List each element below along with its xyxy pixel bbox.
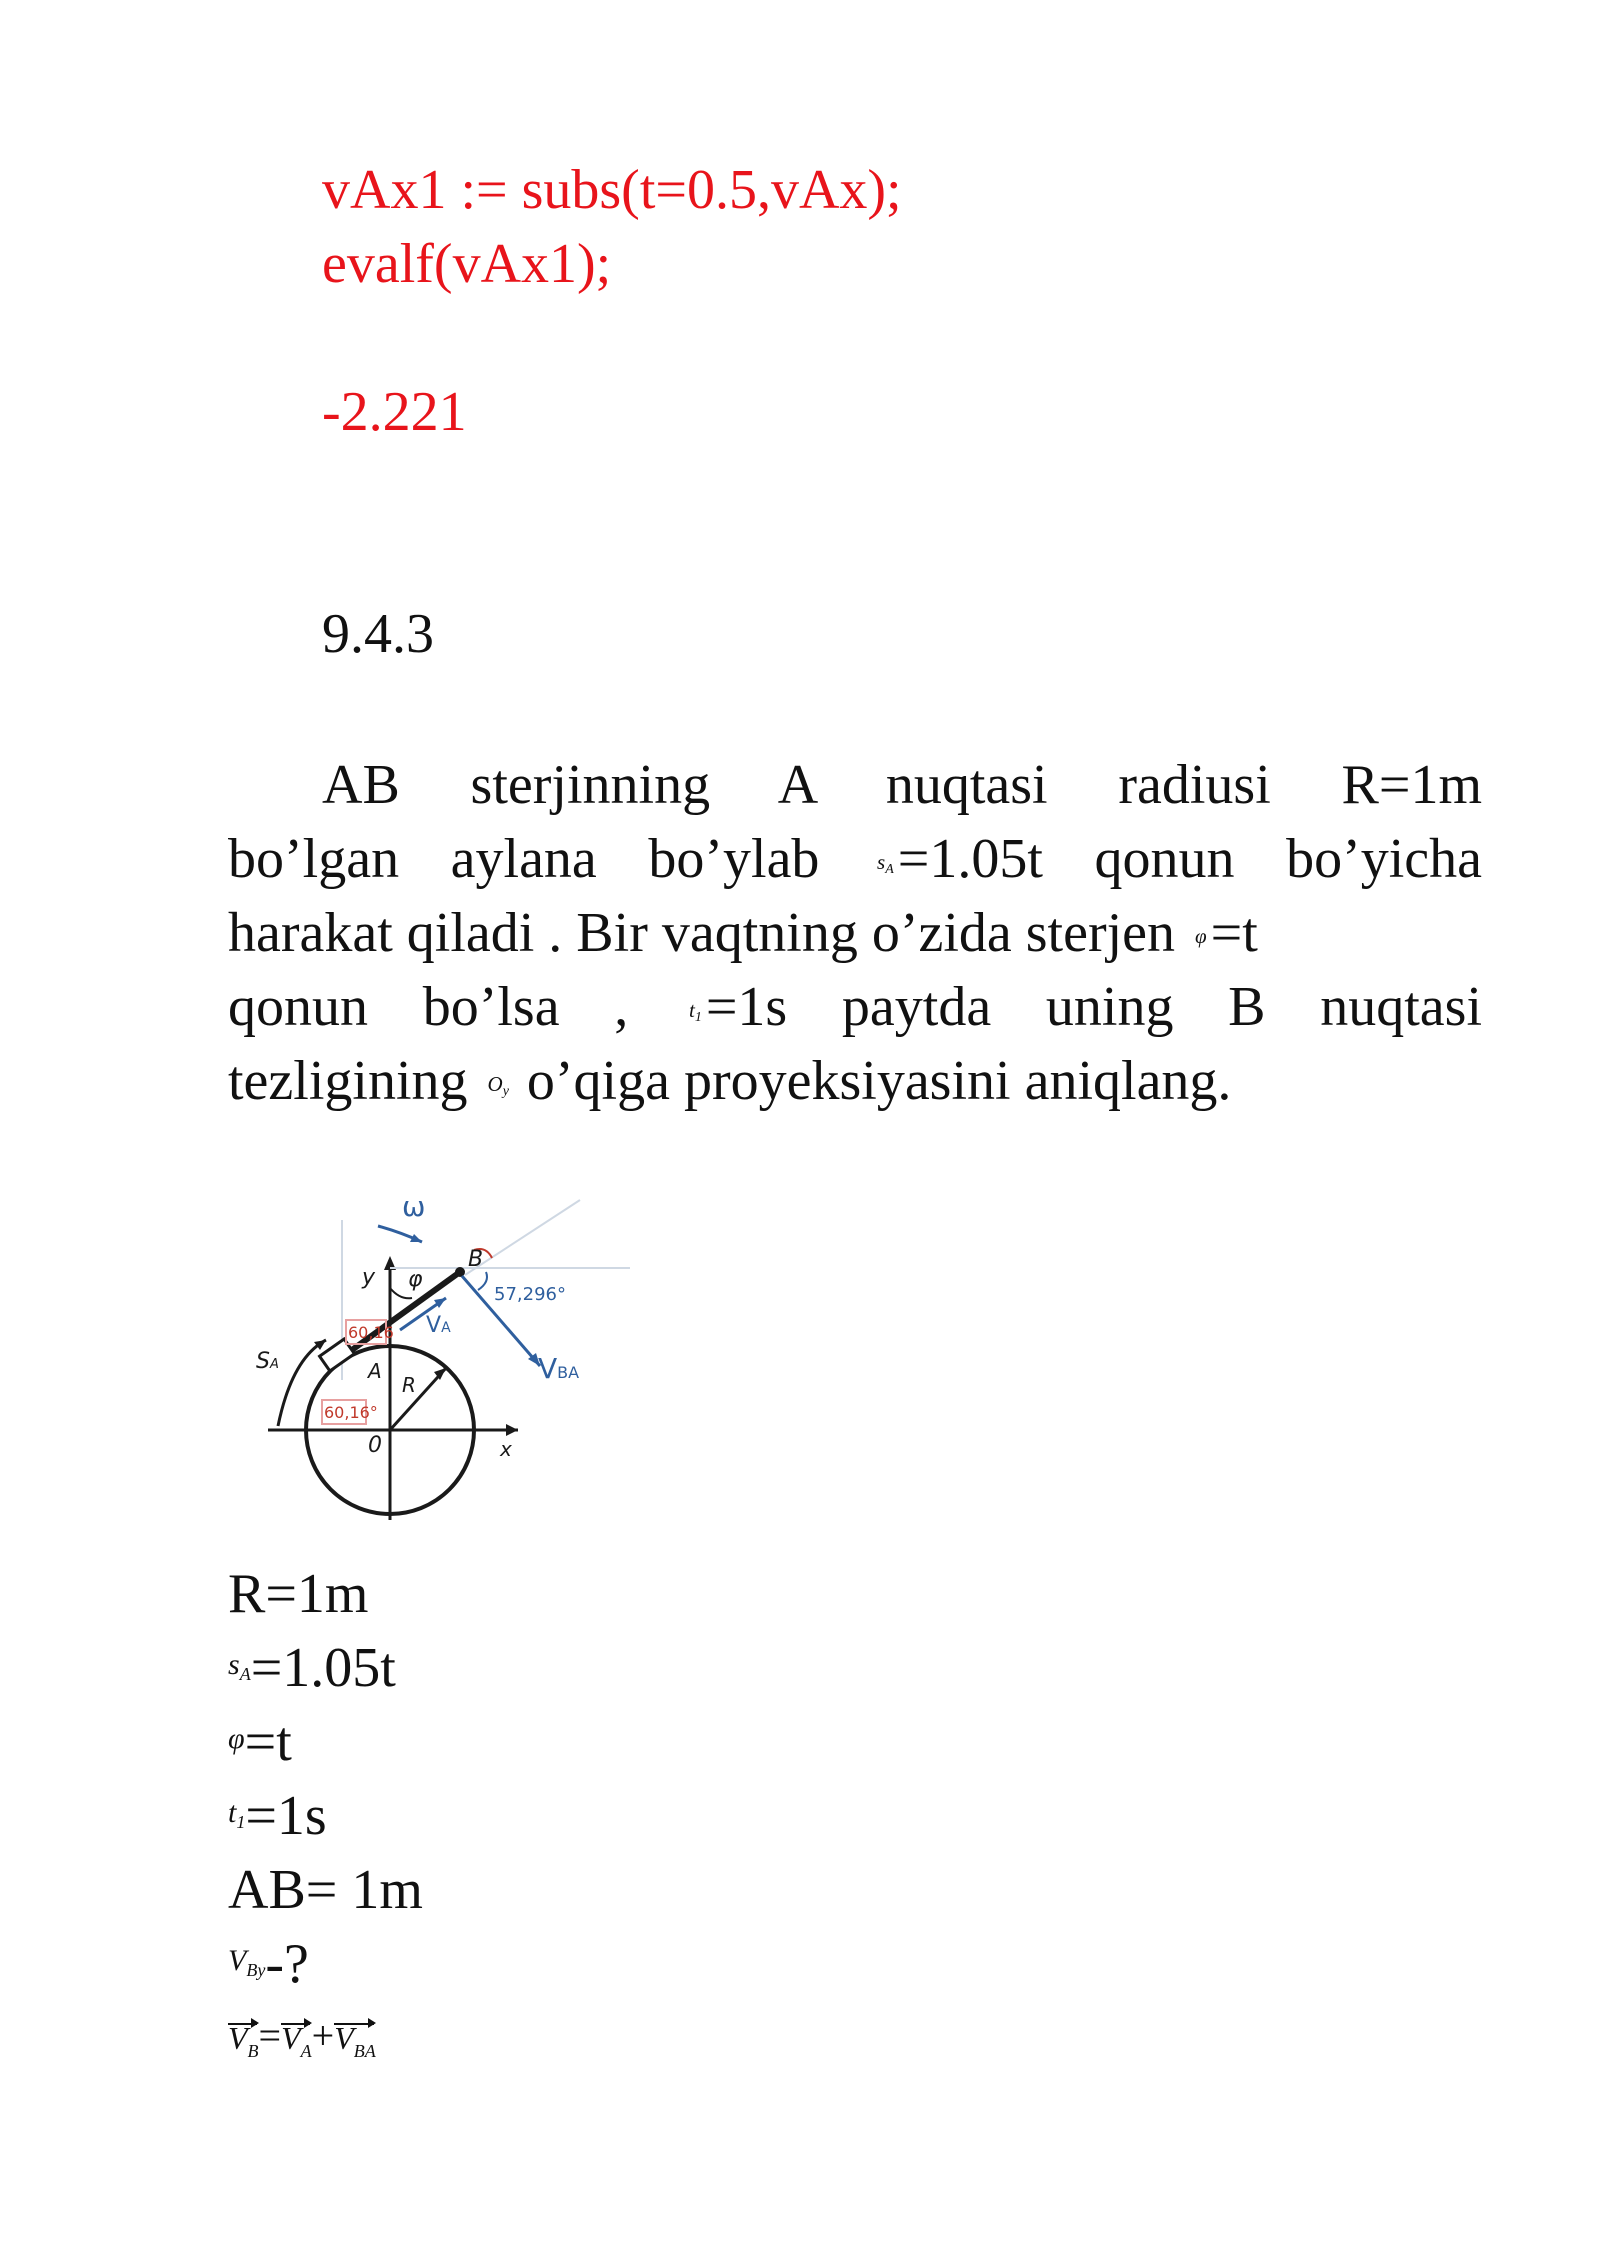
problem-line-5 <box>228 1044 1482 1118</box>
text: o’qiga proyeksiyasini aniqlang. <box>526 1050 1232 1112</box>
code-result: -2.221 <box>322 381 467 443</box>
word: AB <box>322 754 400 816</box>
vector-vA: $V_A$ <box>281 2020 312 2061</box>
vA-label: VA <box>426 1313 451 1338</box>
t1-symbol: $t_1$ <box>689 998 702 1025</box>
given-R: R=1m <box>228 1563 369 1625</box>
x-arrow-icon <box>506 1424 518 1436</box>
word: sterjinning <box>470 754 711 816</box>
B-label: B <box>468 1247 484 1272</box>
vBA-label: VBA <box>538 1352 580 1385</box>
phi-symbol: φ <box>1195 924 1207 948</box>
given-phi <box>228 1711 292 1773</box>
problem-line-4 <box>228 970 1482 1044</box>
angle-b-label: 57,296° <box>494 1284 566 1305</box>
vector-vBA: $V_{BA}$ <box>334 2020 376 2061</box>
text: =1s paytda uning B nuqtasi <box>705 976 1483 1038</box>
section-number: 9.4.3 <box>322 603 434 665</box>
Oy-symbol: $O_y$ <box>487 1072 509 1099</box>
text: =t <box>1210 902 1258 964</box>
omega-label: ω <box>402 1190 426 1223</box>
given-t1 <box>228 1785 327 1847</box>
word: R=1m <box>1341 754 1483 816</box>
A-label: A <box>368 1359 382 1383</box>
problem-line-3 <box>228 896 1482 970</box>
text: bo’lgan aylana bo’ylab <box>228 828 820 890</box>
sA-symbol: $s_A$ <box>877 850 894 877</box>
text: qonun bo’lsa , <box>228 976 629 1038</box>
angle-bottom-label: 60,16° <box>324 1403 378 1422</box>
vBy-symbol: VBy <box>228 1944 266 1980</box>
vBy-value: -? <box>265 1933 309 1995</box>
given-AB: AB= 1m <box>228 1859 423 1921</box>
phi-symbol: φ <box>228 1722 245 1755</box>
sA-value: =1.05t <box>250 1637 396 1699</box>
phi-label: φ <box>408 1267 423 1292</box>
problem-text <box>228 748 1482 1118</box>
plus-sign: + <box>311 2013 335 2058</box>
text: harakat qiladi . Bir vaqtning o’zida sterjen <box>228 902 1176 964</box>
text: tezligining <box>228 1050 468 1112</box>
angle-top-label: 60,16 <box>348 1323 394 1342</box>
word: A <box>777 754 816 816</box>
equals-sign: = <box>258 2013 282 2058</box>
radius-line <box>390 1368 446 1430</box>
t1-symbol: t1 <box>228 1796 246 1832</box>
sA-symbol: sA <box>228 1648 251 1684</box>
x-label: x <box>500 1437 512 1461</box>
O-label: 0 <box>368 1433 382 1458</box>
vector-equation <box>228 2013 376 2061</box>
problem-line-2 <box>228 822 1482 896</box>
text: =1.05t qonun bo’yicha <box>897 828 1483 890</box>
word: radiusi <box>1118 754 1271 816</box>
vector-vB: $V_B$ <box>228 2020 259 2061</box>
word: nuqtasi <box>885 754 1048 816</box>
given-vBy <box>228 1933 309 1995</box>
code-line-1: vAx1 := subs(t=0.5,vAx); <box>322 159 902 221</box>
code-line-2: evalf(vAx1); <box>322 233 612 295</box>
sA-label: SA <box>256 1349 279 1374</box>
mechanism-figure <box>250 1180 650 1550</box>
y-label: y <box>362 1265 376 1290</box>
phi-value: =t <box>244 1711 292 1773</box>
problem-line-1 <box>228 748 1482 822</box>
given-sA <box>228 1637 396 1699</box>
R-label: R <box>402 1373 416 1397</box>
t1-value: =1s <box>245 1785 327 1847</box>
